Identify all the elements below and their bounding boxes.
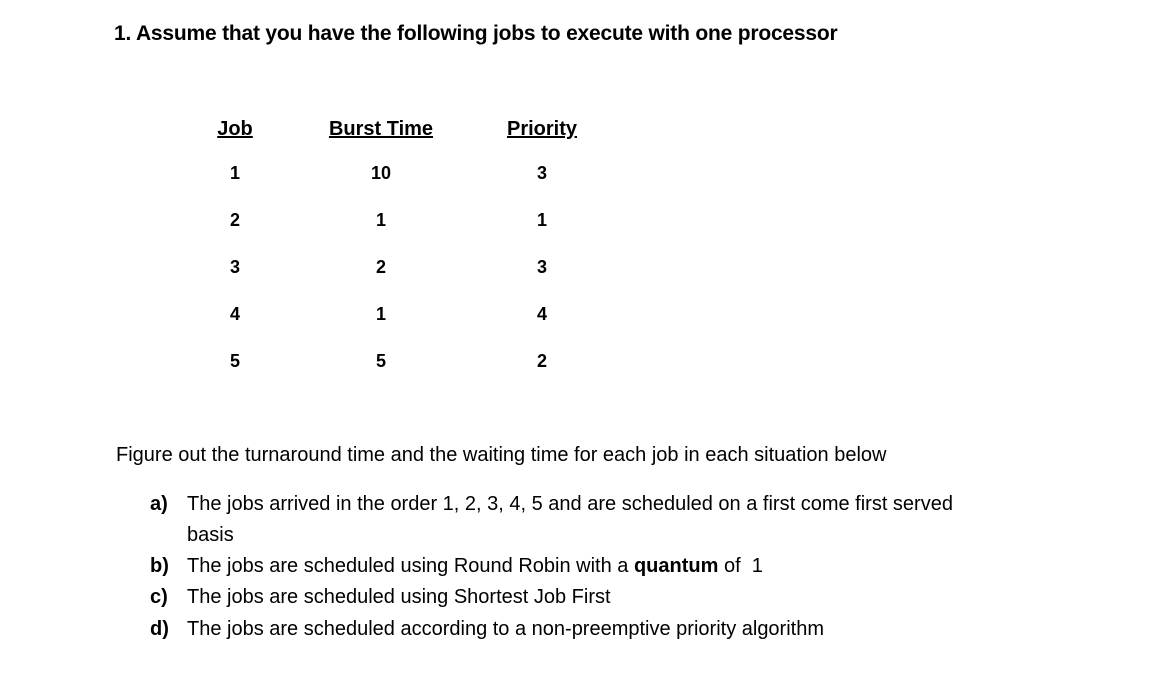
priority-cell: 4: [536, 304, 547, 324]
burst-time-cell: 1: [375, 304, 386, 324]
question-c: [150, 582, 611, 613]
question-d: [150, 614, 824, 645]
job-cell: 4: [229, 304, 240, 324]
question-b-text: The jobs are scheduled using Round Robin with a: [187, 555, 634, 577]
job-header: Job: [217, 118, 253, 140]
question-a: [150, 489, 953, 551]
question-d-text: The jobs are scheduled according to a non-preemptive priority algorithm: [187, 618, 825, 640]
burst-time-cell: 5: [375, 351, 386, 371]
question-b-bold-term: quantum: [633, 555, 719, 577]
burst-time-column: [313, 116, 449, 397]
question-a-letter: a): [150, 493, 168, 515]
question-b: [150, 551, 763, 582]
priority-header: Priority: [506, 118, 578, 140]
question-b-text-end: of 1: [718, 555, 763, 577]
priority-column: [493, 116, 591, 397]
job-cell: 3: [229, 257, 240, 277]
priority-cell: 1: [536, 210, 547, 230]
question-a-continuation: basis: [187, 524, 234, 546]
question-c-text: The jobs are scheduled using Shortest Job First: [187, 586, 611, 608]
job-column: [205, 116, 265, 397]
burst-time-cell: 2: [375, 257, 386, 277]
priority-cell: 2: [536, 351, 547, 371]
job-cell: 2: [229, 210, 240, 230]
question-c-letter: c): [150, 586, 168, 608]
burst-time-header: Burst Time: [328, 118, 434, 140]
question-heading: 1. Assume that you have the following jobs to execute with one processor: [114, 22, 838, 45]
job-cell: 1: [229, 163, 240, 183]
question-d-letter: d): [150, 618, 169, 640]
instructions-text: Figure out the turnaround time and the waiting time for each job in each situation below: [116, 444, 887, 466]
question-b-letter: b): [150, 555, 169, 577]
burst-time-cell: 10: [370, 163, 392, 183]
priority-cell: 3: [536, 257, 547, 277]
priority-cell: 3: [536, 163, 547, 183]
job-cell: 5: [229, 351, 240, 371]
burst-time-cell: 1: [375, 210, 386, 230]
question-a-text: The jobs arrived in the order 1, 2, 3, 4, 5 and are scheduled on a first come first served: [187, 493, 953, 515]
